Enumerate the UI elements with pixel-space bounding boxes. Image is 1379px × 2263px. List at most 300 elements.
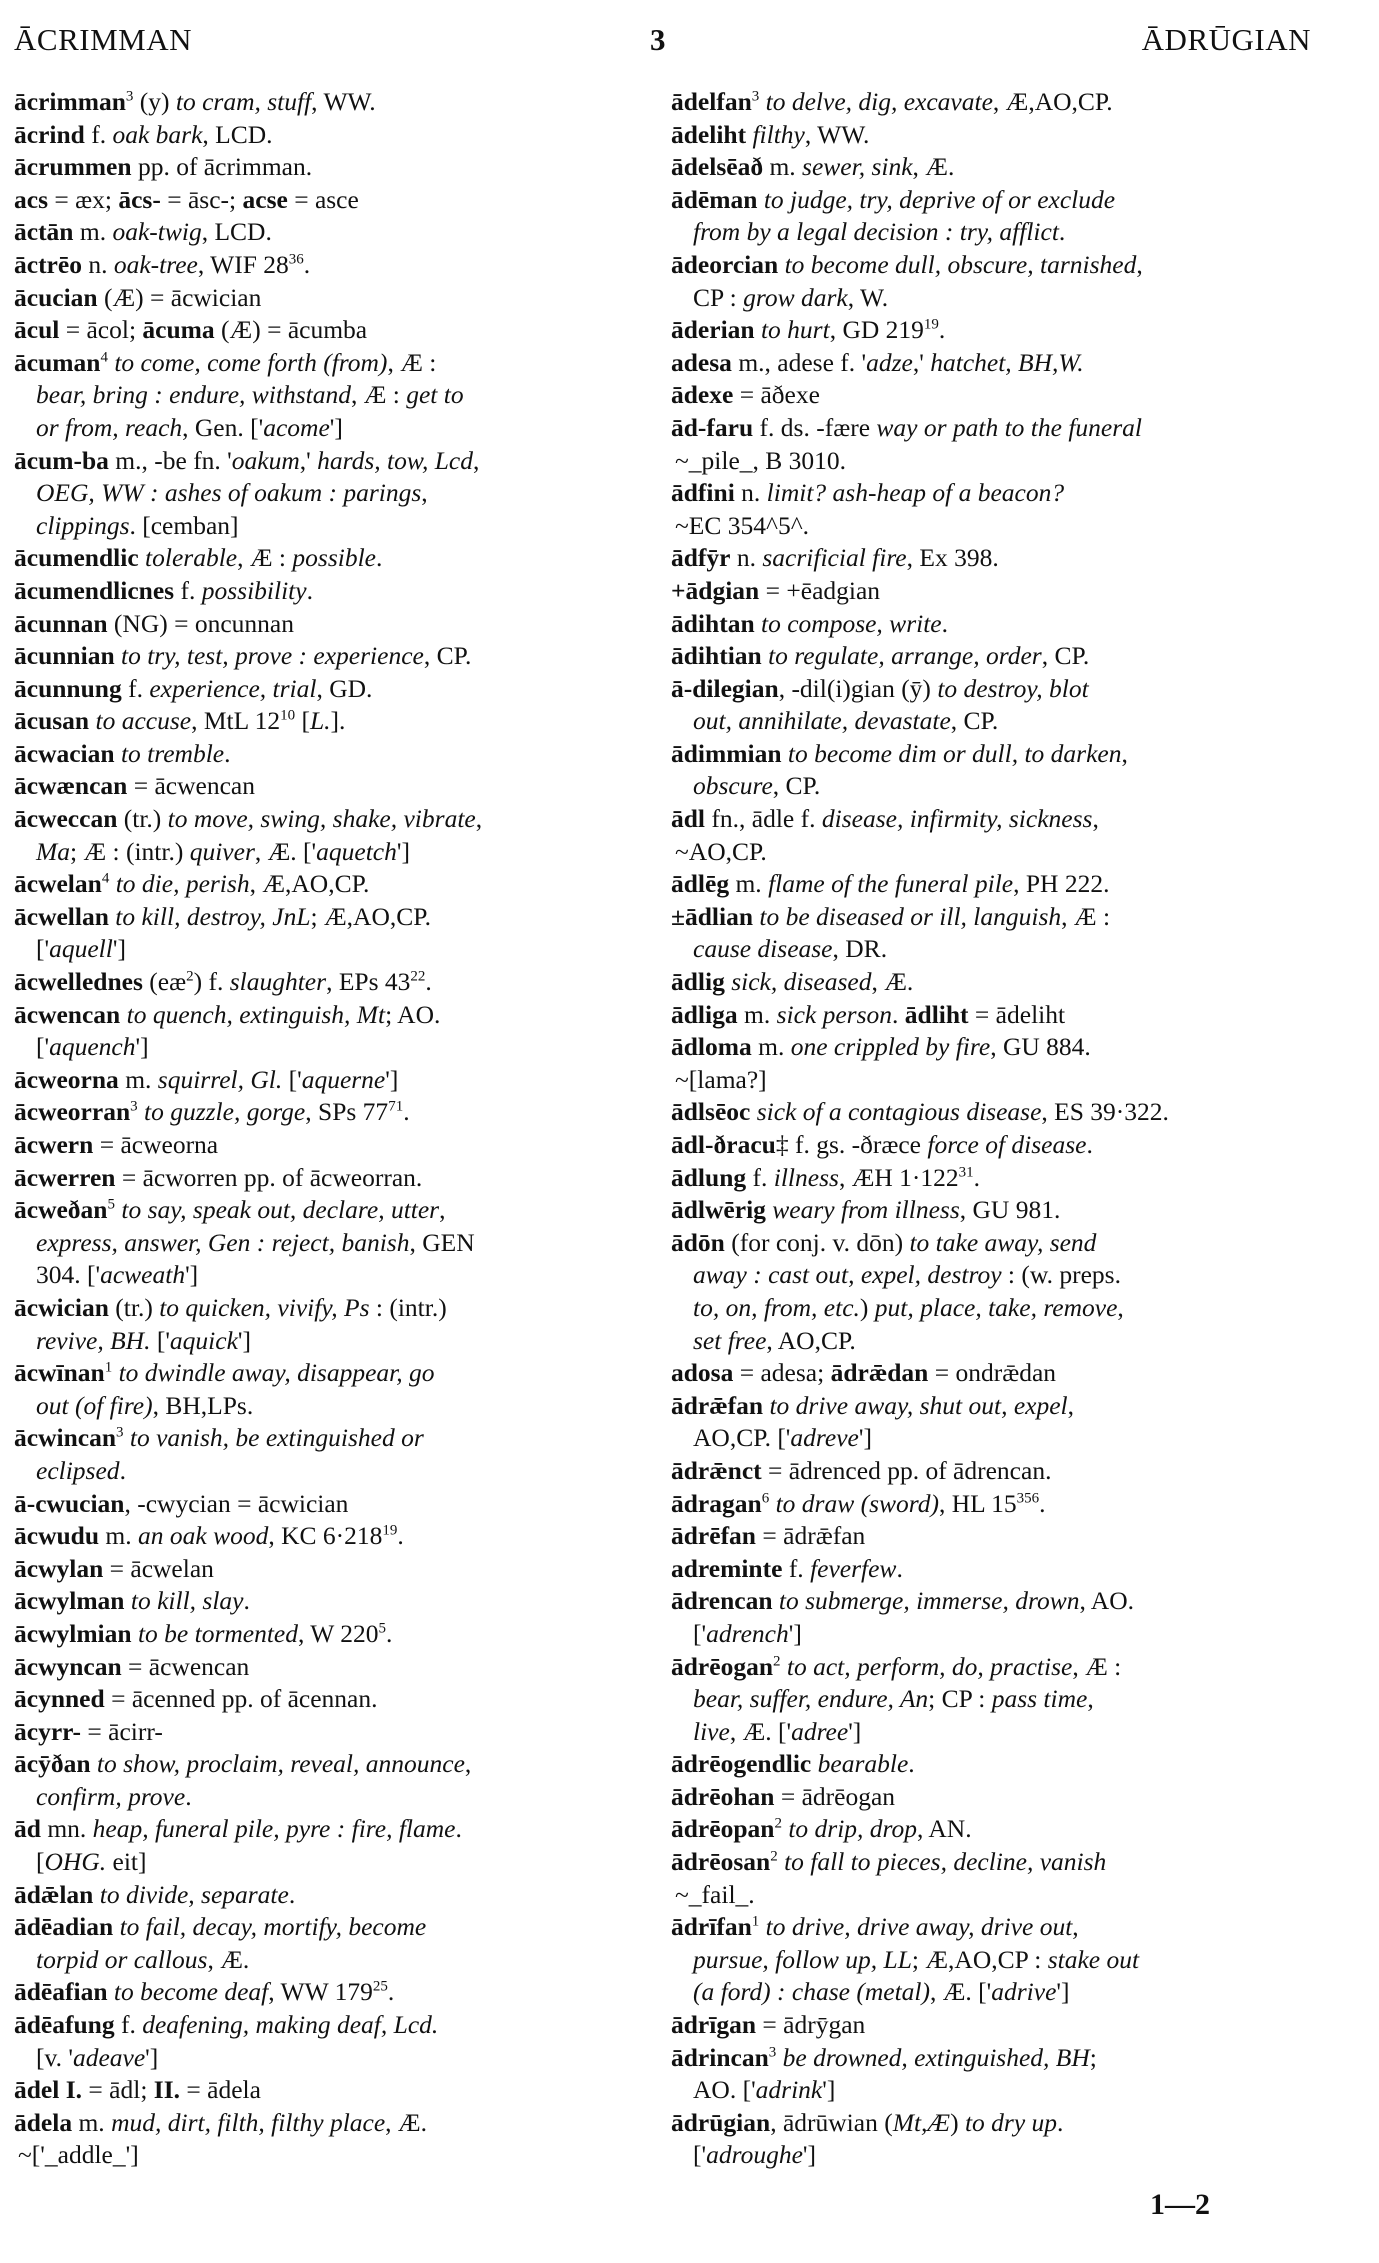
definition: to draw (sword) [775, 1488, 939, 1518]
superscript: 3 [125, 88, 134, 105]
definition: disease, infirmity, sickness [821, 804, 1093, 834]
definition: bear, bring : endure, withstand [36, 380, 351, 410]
headword: ādǣlan [14, 1879, 94, 1909]
headword: adosa [671, 1358, 734, 1388]
entry-line: āctān m. oak-twig, LCD. [14, 217, 272, 247]
definition: live [693, 1716, 730, 1746]
definition: to try, test, prove : experience [121, 641, 424, 671]
headword: ādēadian [14, 1912, 114, 1942]
entry-line: ādlēg m. flame of the funeral pile, PH 222. [671, 869, 1110, 899]
entry-continuation-line: live, Æ. ['adree'] [693, 1716, 862, 1746]
definition: flame of the funeral pile [768, 869, 1014, 899]
headword: ācuman [14, 347, 101, 377]
entry-continuation-line: ~AO,CP. [675, 836, 767, 866]
definition: adeave [72, 2042, 146, 2072]
headword: ācwician [14, 1292, 109, 1322]
entry-line: ācum-ba m., -be fn. 'oakum,' hards, tow, Lcd, [14, 445, 480, 475]
entry-line: ācynned = ācenned pp. of ācennan. [14, 1684, 378, 1714]
headword: ācunnung [14, 673, 122, 703]
entry-line: ācwylan = ācwelan [14, 1553, 214, 1583]
definition: adreve [790, 1423, 859, 1453]
headword: ācum-ba [14, 445, 109, 475]
entry-continuation-line: eclipsed. [36, 1455, 126, 1485]
entry-continuation-line: cause disease, DR. [693, 934, 888, 964]
definition: hatchet, BH,W. [930, 347, 1084, 377]
definition: tolerable [145, 543, 238, 573]
definition: away : cast out, expel, destroy [693, 1260, 1002, 1290]
definition: to divide, separate [99, 1879, 289, 1909]
entry-line: ācunnan (NG) = oncunnan [14, 608, 295, 638]
superscript: 2 [774, 1815, 782, 1832]
entry-continuation-line: [v. 'adeave'] [36, 2042, 159, 2072]
definition: sick, diseased [731, 967, 872, 997]
definition: get to [406, 380, 464, 410]
entry-line: ādēafung f. deafening, making deaf, Lcd. [14, 2010, 439, 2040]
entry-continuation-line: confirm, prove. [36, 1781, 192, 1811]
definition: adrive [991, 1977, 1057, 2007]
headword: ācumendlicnes [14, 575, 175, 605]
definition: OEG, WW : ashes of oakum : parings [36, 478, 422, 508]
entry-continuation-line: out, annihilate, devastate, CP. [693, 706, 999, 736]
definition: to accuse [95, 706, 192, 736]
headword: ādl [671, 804, 706, 834]
headword: ācumendlic [14, 543, 139, 573]
headword: ādimmian [671, 738, 782, 768]
headword: I. [65, 2075, 83, 2105]
headword: acse [242, 184, 288, 214]
entry-continuation-line: ~[lama?] [675, 1064, 767, 1094]
superscript: 2 [770, 1848, 778, 1865]
headword: āctrēo [14, 249, 82, 279]
definition: (a ford) : chase (metal) [693, 1977, 930, 2007]
definition: aquick [169, 1325, 238, 1355]
entry-line [14, 1357, 646, 1390]
headword: ādrencan [671, 1586, 773, 1616]
superscript: 1 [751, 1913, 760, 1930]
left-column [14, 86, 646, 2172]
definition: one crippled by fire [790, 1032, 991, 1062]
definition: weary from illness [772, 1195, 960, 1225]
entry-line: ācwæncan = ācwencan [14, 771, 255, 801]
entry-line: ācunnian to try, test, prove : experience, CP. [14, 641, 472, 671]
headword: ācrind [14, 119, 85, 149]
headword: ācs- [118, 184, 161, 214]
entry-line: ācrimman$^3$ (y) to cram, stuff, WW. [14, 87, 376, 116]
entry-line: ācweðan$^5$ to say, speak out, declare, utter, [14, 1195, 446, 1225]
headword: ācweccan [14, 804, 118, 834]
entry-line: ācwician (tr.) to quicken, vivify, Ps : (intr.) [14, 1292, 447, 1322]
definition: adroughe [706, 2140, 803, 2170]
headword: ācul [14, 315, 60, 345]
definition: to be tormented [137, 1618, 299, 1648]
entry-continuation-line: ~_pile_, B 3010. [675, 445, 847, 475]
definition: eclipsed [36, 1455, 120, 1485]
entry-line: ādrēohan = ādrēogan [671, 1781, 896, 1811]
entry-line: ādl fn., ādle f. disease, infirmity, sickness, [671, 804, 1099, 834]
entry-continuation-line: [OHG. eit] [36, 1847, 147, 1877]
entry-line: ācumendlicnes f. possibility. [14, 575, 313, 605]
entry-line: +ādgian = +ēadgian [671, 575, 881, 605]
definition: grow dark [743, 282, 848, 312]
definition: out, annihilate, devastate [693, 706, 951, 736]
headword: ±ādlian [671, 901, 754, 931]
definition: put, place, take, remove [874, 1292, 1118, 1322]
entry-continuation-line: out (of fire), BH,LPs. [36, 1390, 254, 1420]
superscript: 36 [288, 251, 304, 268]
definition: to compose, write [761, 608, 942, 638]
superscript: 5 [107, 1196, 115, 1213]
definition: adrink [755, 2075, 823, 2105]
entry-line [14, 1911, 646, 1944]
headword: ācucian [14, 282, 98, 312]
headword: adreminte [671, 1553, 783, 1583]
entry-line: ācwerren = ācworren pp. of ācweorran. [14, 1162, 423, 1192]
entry-continuation-line: (a ford) : chase (metal), Æ. ['adrive'] [693, 1977, 1070, 2007]
entry-continuation-line: OEG, WW : ashes of oakum : parings, [36, 478, 428, 508]
entry-line: ācwudu m. an oak wood, KC $6\cdot 218^{19}$. [14, 1521, 404, 1551]
definition: to die, perish [115, 869, 250, 899]
entry-line: ācwern = ācweorna [14, 1130, 219, 1159]
definition: filthy [752, 119, 805, 149]
entry-line: ādlwērig weary from illness, GU 981. [671, 1195, 1061, 1225]
headword: ādrīgan [671, 2010, 757, 2040]
definition: experience, trial [149, 673, 317, 703]
entry-line: ācunnung f. experience, trial, GD. [14, 673, 373, 703]
definition: Mt,Æ [892, 2107, 951, 2137]
headword: ādlsēoc [671, 1097, 751, 1127]
headword: ādfini [671, 478, 735, 508]
headword: ādlēg [671, 869, 730, 899]
entry-line: ādragan$^6$ to draw (sword), HL $15^{356}$. [671, 1488, 1046, 1518]
headword: ācwencan [14, 999, 121, 1029]
entry-line [671, 1846, 1303, 1879]
entry-line: ācul = ācol; ācuma (Æ) = ācumba [14, 315, 368, 345]
headword: ādela [14, 2107, 73, 2137]
entry-line: ādl-ðracu‡ f. gs. -ðræce force of disease. [671, 1130, 1093, 1159]
entry-line: adreminte f. feverfew. [671, 1553, 903, 1583]
headword: ādōn [671, 1227, 725, 1257]
definition: torpid or callous [36, 1944, 208, 1974]
headword: ācwylmian [14, 1618, 132, 1648]
entry-line: acs = æx; ācs- = āsc-; acse = asce [14, 184, 359, 214]
definition: to tremble [120, 738, 225, 768]
headword: ādrēohan [671, 1781, 775, 1811]
definition: an oak wood [138, 1521, 269, 1551]
entry-line: ācwacian to tremble. [14, 738, 231, 768]
superscript: 6 [761, 1490, 770, 1507]
entry-continuation-line: to, on, from, etc.) put, place, take, remove, [693, 1292, 1124, 1322]
headword: ādēman [671, 184, 758, 214]
headword: ādihtian [671, 641, 762, 671]
entry-continuation-line: AO,CP. ['adreve'] [693, 1423, 872, 1453]
headword: ācwincan [14, 1423, 116, 1453]
entry-line: ācwylmian to be tormented, W $220^5$. [14, 1618, 393, 1648]
definition: aquench [49, 1032, 136, 1062]
entry-continuation-line: ~_fail_. [675, 1879, 755, 1909]
headword: ādliht [904, 999, 969, 1029]
entry-line: ācumendlic tolerable, Æ : possible. [14, 543, 383, 573]
entry-continuation-line: or from, reach, Gen. ['acome'] [36, 412, 343, 442]
headword: ā-dilegian [671, 673, 779, 703]
headword: ācwacian [14, 738, 115, 768]
entry-line: ācȳðan to show, proclaim, reveal, announce, [14, 1749, 472, 1779]
definition: bear, suffer, endure, An [693, 1684, 929, 1714]
definition: to move, swing, shake, vibrate [167, 804, 476, 834]
definition: OHG. [44, 1847, 107, 1877]
entry-continuation-line: obscure, CP. [693, 771, 821, 801]
definition: from by a legal decision : try, afflict [693, 217, 1059, 247]
entry-continuation-line: ['adroughe'] [693, 2140, 816, 2170]
definition: to kill, destroy, JnL [115, 901, 311, 931]
headword: ādragan [671, 1488, 762, 1518]
entry-line: ādeliht filthy, WW. [671, 119, 870, 149]
headword: ācwellednes [14, 967, 143, 997]
definition: adree [791, 1716, 849, 1746]
headword: ādelsēað [671, 152, 764, 182]
superscript: 1 [104, 1359, 113, 1376]
superscript: 4 [100, 349, 108, 366]
headword: ācwellan [14, 901, 109, 931]
headword: ācwerren [14, 1162, 116, 1192]
entry-line: ādrencan to submerge, immerse, drown, AO. [671, 1586, 1135, 1616]
headword: ādeliht [671, 119, 747, 149]
entry-line [14, 1422, 646, 1455]
headword: ācuma [142, 315, 215, 345]
definition: squirrel, Gl. [157, 1064, 283, 1094]
superscript: 5 [378, 1620, 387, 1637]
entry-line: ācusan to accuse, MtL $12^{10}$ [L.]. [14, 706, 346, 736]
headword: ācrimman [14, 87, 126, 116]
headword: ācynned [14, 1684, 105, 1714]
entry-line: ādloma m. one crippled by fire, GU 884. [671, 1032, 1091, 1062]
entry-line: āctrēo n. oak-tree, WIF $28^{36}$. [14, 249, 311, 279]
headword: ācyrr- [14, 1716, 81, 1746]
headword: +ādgian [671, 575, 760, 605]
definition: to quicken, vivify, Ps [159, 1292, 370, 1322]
definition: to kill, slay [130, 1586, 244, 1616]
headword: ādelfan [671, 87, 752, 116]
definition: to become dull, obscure, tarnished [784, 249, 1137, 279]
headword: ācweðan [14, 1195, 108, 1225]
headword: ādel [14, 2075, 60, 2105]
headword: ācunnan [14, 608, 108, 638]
entry-line: ādrūgian, ādrūwian (Mt,Æ) to dry up. [671, 2107, 1064, 2137]
headword: ādrēogendlic [671, 1749, 812, 1779]
definition: aquell [49, 934, 113, 964]
superscript: 10 [280, 707, 296, 724]
definition: oak bark [112, 119, 203, 149]
entry-line: ādēafian to become deaf, WW $179^{25}$. [14, 1977, 395, 2007]
definition: pass time [991, 1684, 1088, 1714]
entry-line: ādrincan$^3$ be drowned, extinguished, BH; [671, 2042, 1097, 2072]
entry-line: ācwylman to kill, slay. [14, 1586, 250, 1616]
entry-line: ācwelan$^4$ to die, perish, Æ,AO,CP. [14, 869, 370, 899]
headword: ādrēopan [671, 1814, 775, 1844]
entry-line: adosa = adesa; ādrǣdan = ondrǣdan [671, 1358, 1057, 1388]
right-column [671, 86, 1303, 2172]
superscript: 2 [186, 968, 194, 985]
definition: aquetch [316, 836, 397, 866]
entry-line: ācrind f. oak bark, LCD. [14, 119, 273, 149]
entry-line: ācweccan (tr.) to move, swing, shake, vibrate, [14, 804, 483, 834]
headword: ādloma [671, 1032, 752, 1062]
entry-line: ādōn (for conj. v. dōn) to take away, send [671, 1227, 1097, 1257]
superscript: 2 [773, 1653, 781, 1669]
entry-line: āderian to hurt, GD $219^{19}$. [671, 315, 946, 345]
headword: ācweorna [14, 1064, 119, 1094]
superscript: 19 [923, 316, 939, 333]
headword: ād-faru [671, 412, 754, 442]
definition: quiver [189, 836, 255, 866]
definition: to become dim or dull, to darken [787, 738, 1122, 768]
definition: hards, tow, Lcd [317, 445, 473, 475]
definition: to fail, decay, mortify, become [119, 1912, 427, 1942]
headword: ācwæncan [14, 771, 128, 801]
entry-line: ācrummen pp. of ācrimman. [14, 152, 313, 182]
definition: to be diseased or ill, languish [759, 901, 1062, 931]
superscript: 22 [410, 968, 426, 985]
entry-line [671, 184, 1303, 217]
definition: sick of a contagious disease [756, 1097, 1042, 1127]
definition: illness [773, 1162, 839, 1192]
definition: stake out [1047, 1944, 1140, 1974]
entry-line: ādrēfan = ādrǣfan [671, 1521, 866, 1551]
entry-line: ādimmian to become dim or dull, to darken, [671, 738, 1128, 768]
entry-line: ācwellan to kill, destroy, JnL; Æ,AO,CP. [14, 901, 431, 931]
definition: be drowned, extinguished, BH [782, 2042, 1090, 2072]
definition: to dry up [964, 2107, 1058, 2137]
superscript: 31 [958, 1164, 974, 1181]
headword: ācrummen [14, 152, 132, 182]
definition: way or path to the funeral [876, 412, 1142, 442]
definition: deafening, making deaf, Lcd. [142, 2010, 439, 2040]
entry-continuation-line: AO. ['adrink'] [693, 2075, 836, 2105]
definition: out (of fire) [36, 1390, 153, 1420]
entry-line: ācuman$^4$ to come, come forth (from), Æ : [14, 347, 437, 377]
definition: oakum [231, 445, 300, 475]
definition: to delve, dig, excavate [765, 87, 993, 116]
definition: to vanish, be extinguished or [129, 1423, 424, 1453]
entry-line: ād mn. heap, funeral pile, pyre : fire, flame. [14, 1814, 462, 1844]
headword: ādēafian [14, 1977, 108, 2007]
headword: ādrēosan [671, 1847, 771, 1877]
headword: ācwudu [14, 1521, 100, 1551]
entry-continuation-line: ~['_addle_'] [18, 2140, 139, 2170]
entry-continuation-line: bear, bring : endure, withstand, Æ : get to [36, 380, 464, 410]
definition: express, answer, Gen : reject, banish [36, 1227, 410, 1257]
headword: ād [14, 1814, 41, 1844]
entry-continuation-line: express, answer, Gen : reject, banish, GEN [36, 1227, 475, 1257]
definition: to hurt [760, 315, 830, 345]
headword: ādl-ðracu [671, 1130, 776, 1159]
definition: or from, reach [36, 412, 183, 442]
headword: ādlig [671, 967, 725, 997]
signature-mark: 1—2 [1150, 2188, 1210, 2221]
entry-line: ādelsēað m. sewer, sink, Æ. [671, 152, 955, 182]
headword: ācwyncan [14, 1651, 122, 1681]
superscript: 356 [1016, 1490, 1040, 1507]
headword: ādrǣdan [830, 1358, 929, 1388]
entry-line: ādlig sick, diseased, Æ. [671, 967, 914, 997]
entry-line: ād-faru f. ds. -fære way or path to the funeral [671, 412, 1142, 442]
headword: ādexe [671, 380, 734, 410]
superscript: 3 [751, 88, 760, 105]
entry-line: ā-dilegian, -dil(i)gian (ȳ) to destroy, blot [671, 673, 1089, 703]
definition: pursue, follow up, LL [693, 1944, 912, 1974]
entry-line: ādela m. mud, dirt, filth, filthy place, Æ. [14, 2107, 427, 2137]
superscript: 71 [388, 1098, 404, 1115]
headword: ādlung [671, 1162, 747, 1192]
entry-line: ādrīfan$^1$ to drive, drive away, drive out, [671, 1912, 1079, 1942]
definition: to come, come forth (from) [114, 347, 388, 377]
definition: limit? ash-heap of a beacon? [766, 478, 1065, 508]
superscript: 25 [372, 1978, 388, 1995]
definition: confirm, prove [36, 1781, 186, 1811]
headword: ādrīfan [671, 1912, 752, 1942]
definition: to become deaf [113, 1977, 269, 2007]
entry-continuation-line: 304. ['acweath'] [36, 1260, 199, 1290]
definition: to drive, drive away, drive out [765, 1912, 1073, 1942]
definition: possibility [201, 575, 307, 605]
headword: ādrincan [671, 2042, 769, 2072]
headword: ādrǣfan [671, 1390, 764, 1420]
entry-line: ādrǣnct = ādrenced pp. of ādrencan. [671, 1455, 1052, 1485]
definition: to regulate, arrange, order [768, 641, 1042, 671]
entry-line: ādliga m. sick person. ādliht = ādeliht [671, 999, 1066, 1029]
headword: ācwylman [14, 1586, 125, 1616]
headword: ādrēfan [671, 1521, 756, 1551]
definition: heap, funeral pile, pyre : fire, flame [92, 1814, 456, 1844]
headword: acs [14, 184, 48, 214]
definition: cause disease [693, 934, 833, 964]
entry-line: ādihtian to regulate, arrange, order, CP. [671, 641, 1090, 671]
definition: L. [309, 706, 331, 736]
definition: to act, perform, do, practise [786, 1651, 1073, 1681]
entry-continuation-line: ['adrench'] [693, 1618, 802, 1648]
entry-line: ādrēogendlic bearable. [671, 1749, 915, 1779]
entry-continuation-line: pursue, follow up, LL; Æ,AO,CP : stake out [693, 1944, 1140, 1974]
entry-continuation-line: torpid or callous, Æ. [36, 1944, 250, 1974]
definition: oak-twig [112, 217, 202, 247]
entry-continuation-line: revive, BH. ['aquick'] [36, 1325, 251, 1355]
definition: to quench, extinguish, Mt [126, 999, 386, 1029]
entry-continuation-line: ~EC 354^5^. [675, 510, 810, 540]
definition: to, on, from, etc. [693, 1292, 860, 1322]
entry-line: ādeorcian to become dull, obscure, tarnished, [671, 249, 1143, 279]
entry-line: ā-cwucian, -cwycian = ācwician [14, 1488, 349, 1518]
superscript: 4 [101, 870, 110, 887]
entry-line: ādlung f. illness, ÆH $1\cdot 122^{31}$. [671, 1162, 981, 1192]
headword: II. [153, 2075, 181, 2105]
headword: ādfȳr [671, 543, 731, 573]
headword: ācweorran [14, 1097, 131, 1127]
entry-line: ācucian (Æ) = ācwician [14, 282, 262, 312]
running-head-last-word: ĀDRŪGIAN [1141, 22, 1311, 57]
definition: adrench [706, 1618, 789, 1648]
definition: to say, speak out, declare, utter [121, 1195, 440, 1225]
definition: to submerge, immerse, drown [778, 1586, 1080, 1616]
headword: ācunnian [14, 641, 115, 671]
headword: ācȳðan [14, 1749, 91, 1779]
definition: clippings [36, 510, 130, 540]
headword: adesa [671, 347, 732, 377]
headword: ācwylan [14, 1553, 104, 1583]
entry-line: ±ādlian to be diseased or ill, languish, Æ : [671, 901, 1111, 931]
definition: to take away, send [909, 1227, 1097, 1257]
headword: ācusan [14, 706, 90, 736]
entry-line: ācweorran$^3$ to guzzle, gorge, SPs $77^{71}$. [14, 1097, 410, 1127]
entry-line: ādihtan to compose, write. [671, 608, 948, 638]
